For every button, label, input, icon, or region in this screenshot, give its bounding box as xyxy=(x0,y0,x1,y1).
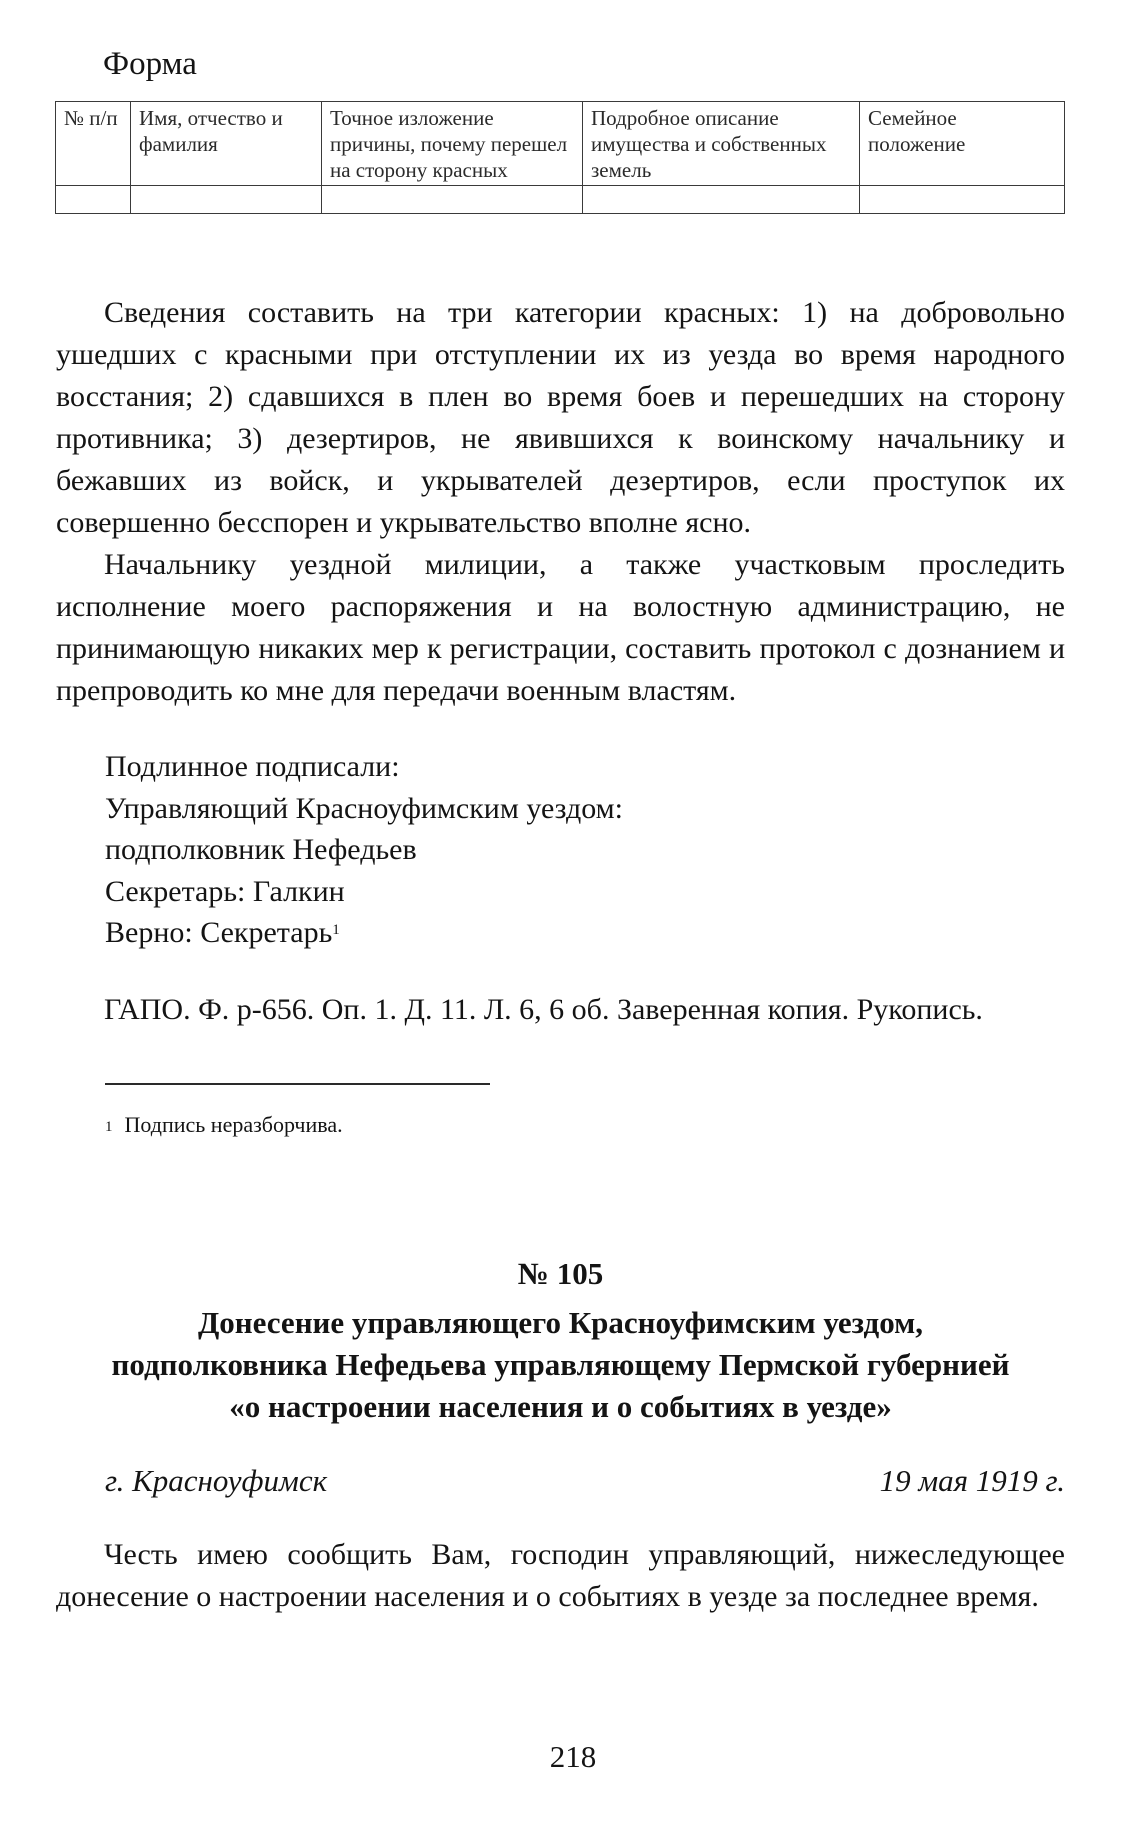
footnote-reference: 1 xyxy=(332,922,340,938)
column-number: № п/п xyxy=(56,102,131,186)
column-family-status: Семейное положение xyxy=(860,102,1065,186)
footnote-mark: 1 xyxy=(105,1119,113,1135)
column-property: Подробное описание имущества и собственных земель xyxy=(583,102,860,186)
signature-line-certified xyxy=(105,912,623,954)
signature-block xyxy=(105,746,623,954)
archive-reference: ГАПО. Ф. р-656. Оп. 1. Д. 11. Л. 6, 6 об. Заверенная копия. Рукопись. xyxy=(104,993,983,1026)
table-cell xyxy=(131,186,322,214)
table-cell xyxy=(56,186,131,214)
paragraph-categories: Сведения составить на три категории красных: 1) на добровольно ушедших с красными при отступлении их из уезда во время народного восстания; 2) сдавшихся в плен во время боев и перешедших на сторону противника; 3) дезертиров, не явившихся к воинскому начальнику и бежавших из войск, и укрывателей дезертиров, если проступок их совершенно бесспорен и укрывательство вполне ясно. xyxy=(56,296,1065,539)
column-full-name: Имя, отчество и фамилия xyxy=(131,102,322,186)
footnote-text: Подпись неразборчива. xyxy=(124,1112,343,1137)
certified-text: Верно: Секретарь xyxy=(105,916,333,949)
table-cell xyxy=(322,186,583,214)
page-number: 218 xyxy=(549,1739,597,1774)
signature-line: Секретарь: Галкин xyxy=(105,874,345,908)
document-place: г. Красноуфимск xyxy=(105,1463,328,1498)
signature-line: Управляющий Красноуфимским уездом: xyxy=(105,791,623,825)
footnote-divider xyxy=(105,1083,490,1085)
table-cell xyxy=(860,186,1065,214)
document-number: № 105 xyxy=(517,1256,604,1291)
table-empty-row xyxy=(56,186,1065,214)
registration-form-table xyxy=(55,101,1065,214)
document-title xyxy=(56,1302,1065,1428)
document-body: Честь имею сообщить Вам, господин управляющий, нижеследующее донесение о настроении населения и о событиях в уезде за последнее время. xyxy=(56,1538,1065,1613)
document-title-line: «о настроении населения и о событиях в уезде» xyxy=(229,1389,892,1424)
document-title-line: Донесение управляющего Красноуфимским уездом, xyxy=(197,1305,924,1340)
document-title-line: подполковника Нефедьева управляющему Пермской губернией xyxy=(111,1347,1010,1382)
footnote xyxy=(105,1111,343,1139)
signature-line: подполковник Нефедьев xyxy=(105,833,417,866)
document-date: 19 мая 1919 г. xyxy=(879,1463,1065,1498)
table-header-row xyxy=(56,102,1065,186)
column-reason: Точное изложение причины, почему перешел на сторону красных xyxy=(322,102,583,186)
signature-line: Подлинное подписали: xyxy=(105,750,400,783)
table-cell xyxy=(583,186,860,214)
form-label: Форма xyxy=(103,46,197,82)
paragraph-militia: Начальнику уездной милиции, а также участковым проследить исполнение моего распоряжения и на волостную администрацию, не принимающую никаких мер к регистрации, составить протокол с дознанием и препроводить ко мне для передачи военным властям. xyxy=(56,548,1065,707)
